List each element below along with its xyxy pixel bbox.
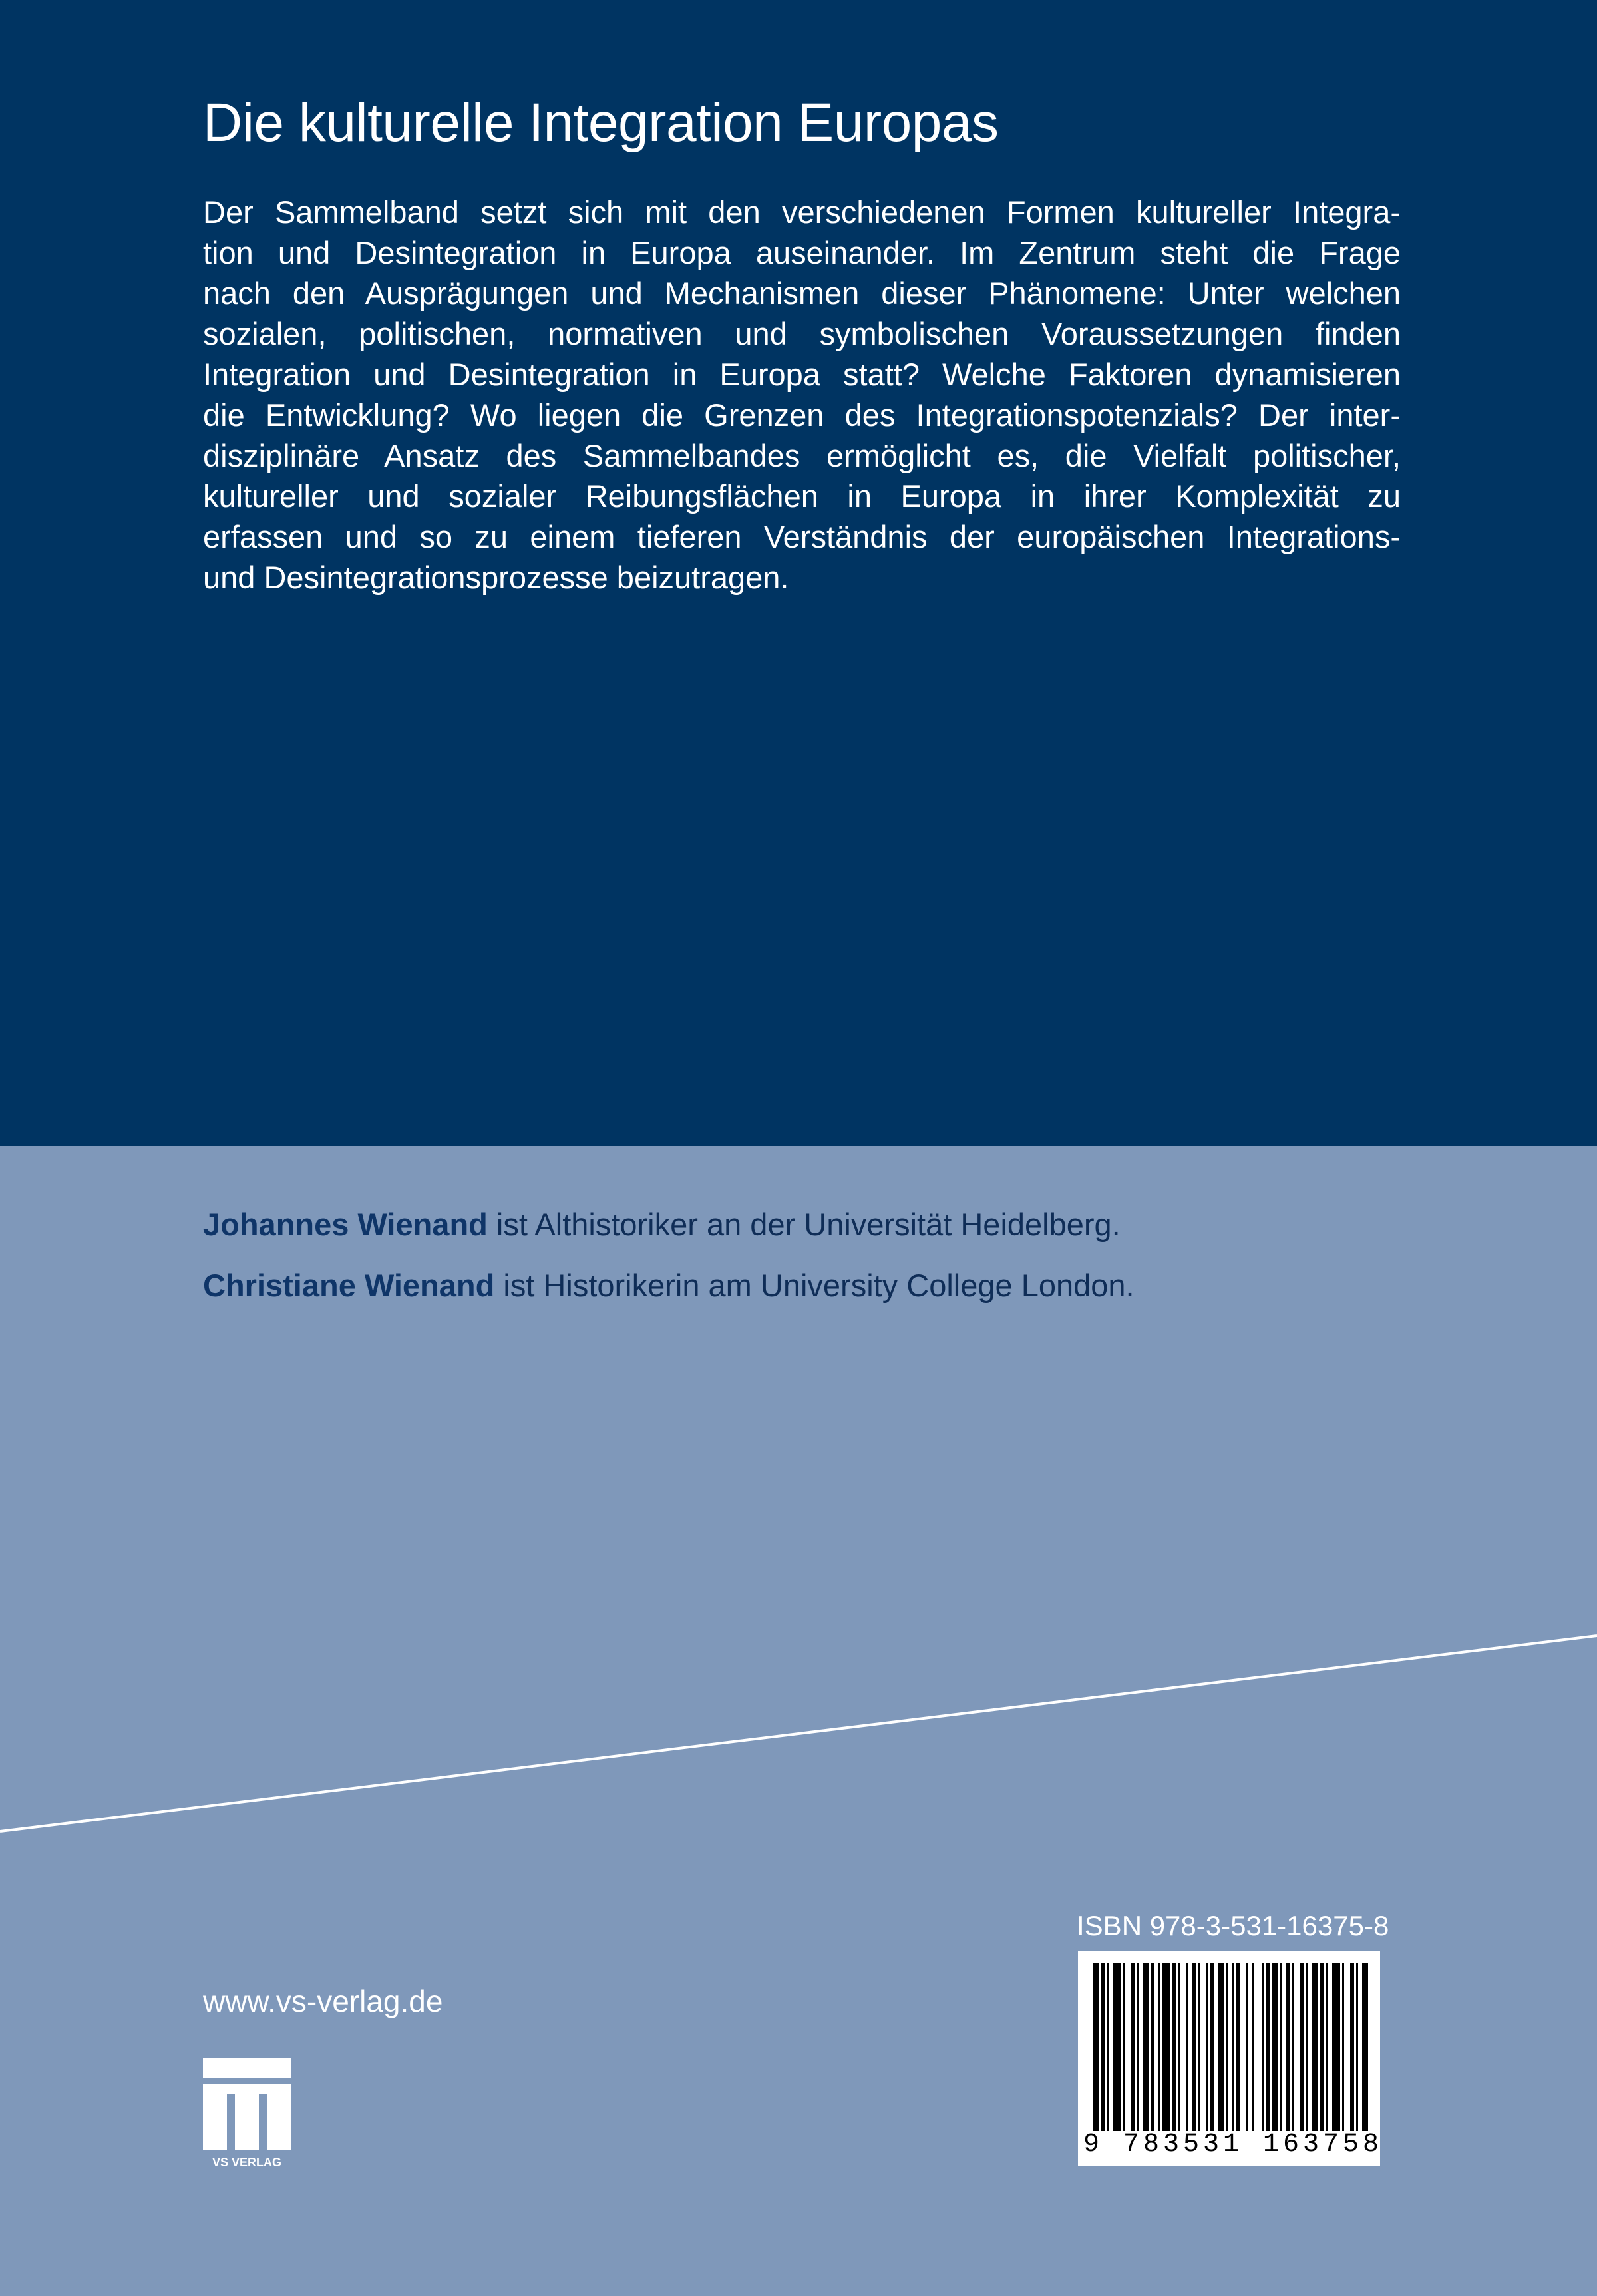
- blurb-line: erfassen und so zu einem tieferen Verständnis der europäischen Integrations-: [203, 519, 1401, 554]
- barcode-bar: [1123, 1963, 1125, 2131]
- barcode-bar: [1178, 1963, 1180, 2131]
- publisher-url: www.vs-verlag.de: [203, 1984, 443, 2018]
- barcode-bar: [1292, 1963, 1294, 2131]
- barcode-bar: [1218, 1963, 1224, 2131]
- barcode-bar: [1342, 1963, 1344, 2131]
- barcode-bar: [1300, 1963, 1304, 2131]
- barcode-bar: [1192, 1963, 1196, 2131]
- barcode-bar: [1143, 1963, 1149, 2131]
- barcode-bar: [1210, 1963, 1214, 2131]
- author-description: ist Historikerin am University College London.: [494, 1268, 1135, 1303]
- vs-verlag-logo: [203, 2058, 291, 2175]
- barcode-bar: [1232, 1963, 1234, 2131]
- barcode-bar: [1101, 1963, 1105, 2131]
- barcode-bar: [1107, 1963, 1109, 2131]
- author-description: ist Althistoriker an der Universität Heidelberg.: [487, 1207, 1121, 1242]
- author-name: Johannes Wienand: [203, 1207, 488, 1242]
- book-title: Die kulturelle Integration Europas: [203, 93, 999, 153]
- barcode-bar: [1362, 1963, 1368, 2131]
- barcode-bar: [1266, 1963, 1270, 2131]
- blurb-line: Der Sammelband setzt sich mit den verschiedenen Formen kultureller Integra-: [203, 194, 1401, 230]
- barcode-bar: [1186, 1963, 1188, 2131]
- author-name: Christiane Wienand: [203, 1268, 495, 1303]
- logo-wordmark: VS VERLAG: [212, 2156, 282, 2169]
- barcode-bar: [1326, 1963, 1328, 2131]
- barcode-bar: [1252, 1963, 1254, 2131]
- barcode-bar: [1246, 1963, 1248, 2131]
- barcode-bar: [1272, 1963, 1278, 2131]
- barcode-bar: [1151, 1963, 1154, 2131]
- vs-verlag-logo-mark: [203, 2058, 291, 2172]
- barcode-bar: [1332, 1963, 1340, 2131]
- blurb-line: Integration und Desintegration in Europa statt? Welche Faktoren dynamisieren: [203, 357, 1401, 392]
- barcode-bar: [1162, 1963, 1170, 2131]
- barcode-bar: [1172, 1963, 1176, 2131]
- barcode-bar: [1158, 1963, 1160, 2131]
- barcode-bar: [1320, 1963, 1324, 2131]
- blurb-line: disziplinäre Ansatz des Sammelbandes ermöglicht es, die Vielfalt politischer,: [203, 438, 1401, 473]
- barcode-bar: [1093, 1963, 1099, 2131]
- barcode-bar: [1286, 1963, 1290, 2131]
- blurb-line: sozialen, politischen, normativen und symbolischen Voraussetzungen finden: [203, 316, 1401, 351]
- barcode-bar: [1113, 1963, 1121, 2131]
- barcode-bar: [1262, 1963, 1264, 2131]
- barcode-bar: [1356, 1963, 1358, 2131]
- barcode-bar: [1280, 1963, 1282, 2131]
- isbn-text: ISBN 978-3-531-16375-8: [1077, 1910, 1389, 1941]
- barcode-bar: [1306, 1963, 1308, 2131]
- barcode-bar: [1226, 1963, 1228, 2131]
- barcode-bar: [1350, 1963, 1354, 2131]
- blurb-line: die Entwicklung? Wo liegen die Grenzen des Integrationspotenzials? Der inter-: [203, 397, 1401, 433]
- barcode-bar: [1131, 1963, 1135, 2131]
- barcode-bar: [1198, 1963, 1200, 2131]
- blurb-line: und Desintegrationsprozesse beizutragen.: [203, 560, 789, 595]
- blurb-line: nach den Ausprägungen und Mechanismen dieser Phänomene: Unter welchen: [203, 276, 1401, 311]
- barcode-bar: [1137, 1963, 1139, 2131]
- blurb-line: kultureller und sozialer Reibungsflächen in Europa in ihrer Komplexität zu: [203, 478, 1401, 514]
- barcode-bar: [1236, 1963, 1240, 2131]
- blurb-line: tion und Desintegration in Europa auseinander. Im Zentrum steht die Frage: [203, 235, 1401, 270]
- barcode-number: 9 783531 163758: [1083, 2130, 1383, 2160]
- barcode-bar: [1206, 1963, 1208, 2131]
- barcode-bar: [1312, 1963, 1318, 2131]
